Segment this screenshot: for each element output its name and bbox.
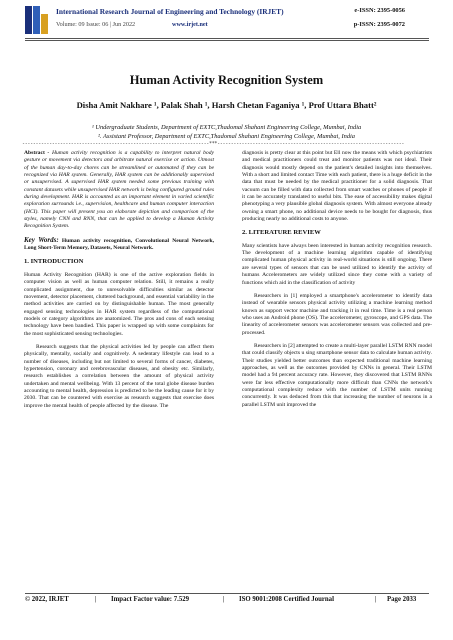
left-column [24, 150, 214, 416]
journal-url[interactable]: www.irjet.net [172, 21, 208, 28]
journal-meta [56, 21, 208, 28]
abstract-text: Human activity recognition is a capability to interpret natural body gesture or movement via detectors and arbitrate natural exercise or action. Utmost of the human day-to-day chores can be streamlined or automated if they can be recognized via HAR system. Generally, HAR system can be additionally supervised or unsupervised. A supervised HAR system needed some previous training with constant datasets while unsupervised HAR network is being configured ground rules during development. HAR is accounted as an important element in varied scientific exploration surrounds i.e., supervision, healthcare and human computer interaction (HCI). This paper will present you an elaborate depiction and comparison of the styles, namely CNN and RNN, that can be applied to develop a Human Activity Recognition System. [24, 150, 215, 230]
footer-separator: | [375, 596, 377, 603]
paragraph: Many scientists have always been interested in human activity recognition research. The development of a machine learning algorithm capable of identifying complicated human physical activity in real-world situations is still ongoing. There are several types of sensors that can be used utilized to identify the activity of humans Accelerometers are widely utilized since they come with a variety of functions which aid in the classification of activity [242, 242, 432, 286]
keywords-label: Key Words: [24, 235, 59, 244]
header-rule [25, 40, 429, 41]
paragraph: Research suggests that the physical activities led by people can affect them physically, mentally, socially and cognitively. A sedentary lifestyle can lead to a number of diseases, including but not limited to several forms of cancer, diabetes, hypertension, coronary and cerebrovascular diseases, and obesity etc. Similarly, research establishes a correlation between the amount of physical activity undertaken and mental wellbeing. With 13 percent of the total globe disease burden accounting to mental health, depression is predicted to be the leading cause for it by 2030. That can be countered with exercise as research suggests that exercise does improve the mental health of people affected by the disease. The [24, 343, 214, 409]
page-number: Page 2033 [387, 596, 417, 603]
paragraph: Researchers in [2] attempted to create a multi-layer parallel LSTM RNN model that could classify objects u sing smartphone sensor data to calculate human activity. Their studies yielded better outcomes than expected traditional machine learning approaches, as well as the outcomes provided by CNNs in general. Their LSTM model had a 94 percent accuracy rate. However, they discovered that LSTM RNNs were far less effective computationally more difficult than CNNs the network's computational complexity reduce with the number of LSTM units running concurrently. It was deduced from this that increasing the number of neurons in a parallel LSTM unit improved the [242, 342, 432, 408]
right-column [242, 150, 432, 415]
footer-separator: | [223, 596, 225, 603]
affiliation: ¹ Undergraduate Students, Department of EXTC,Thadomal Shahani Engineering College, Mumbai, India [91, 124, 362, 131]
author-list: Disha Amit Nakhare ¹, Palak Shah ¹, Harsh Chetan Faganiya ¹, Prof Uttara Bhatt² [76, 100, 377, 110]
irjet-logo-bar [33, 6, 40, 34]
abstract-label: Abstract - [24, 150, 50, 156]
irjet-logo [25, 6, 32, 34]
p-issn: p-ISSN: 2395-0072 [353, 21, 405, 28]
volume-issue: Volume: 09 Issue: 06 | Jun 2022 [56, 21, 136, 28]
section-heading: 2. LITERATURE REVIEW [242, 229, 321, 237]
e-issn: e-ISSN: 2395-0056 [354, 7, 405, 14]
paragraph: Researchers in [1] employed a smartphone's accelerometer to identify data instead of wearable sensors physical activity utilizing a machine learning method known as support vector machine and tracking it in real time. Time is a real person who uses an Android phone (OS). The accelerometer, gyroscope, and GPS data. The linearity of accelerometer sensors was accelerometer sensors was collected and pre-processed. [242, 292, 432, 336]
journal-title: International Research Journal of Engineering and Technology (IRJET) [56, 7, 284, 16]
paragraph: diagnosis is pretty clear at this point but Ell now the means with which psychiatrists and medical practitioners could treat and monitor patients was not ideal. Their diagnosis would mostly depend on the patient's detailed insights into themselves. With a short and limited contact Time with each patient, there is a huge deficit in the data that must be needed by the medical practitioner for a solid diagnosis. That vacuum can be filled with data collected from smart watches or phones of people if it can be accurately translated to useful bits. The ease of accessibility makes digital phenotyping a very plausible global diagnosis system. With almost everyone already owning a smart phone, no additional device needs to be bought for diagnosis, thus producing nearly no additional costs to anyone. [242, 150, 432, 223]
abstract [24, 150, 214, 231]
copyright: © 2022, IRJET [25, 596, 69, 603]
footer-rule [25, 593, 429, 594]
section-divider: ---------------------------------------------------------------------***--------------------------------------------------------------------- [22, 141, 405, 147]
header-rule [25, 38, 429, 39]
keywords-text: Human activity recognition, Convolutional Neural Network, Long Short-Term Memory, Datasets, Neural Network. [24, 237, 214, 252]
impact-factor: Impact Factor value: 7.529 [111, 596, 190, 603]
irjet-logo-bar [41, 14, 48, 34]
footer-separator: | [95, 596, 97, 603]
paper-title: Human Activity Recognition System [129, 73, 324, 87]
iso-certification: ISO 9001:2008 Certified Journal [239, 596, 334, 603]
keywords [24, 237, 214, 253]
affiliation: ². Assistant Professor, Department of EXTC,Thadomal Shahani Engineering College, Mumbai, India [97, 133, 355, 140]
paragraph: Human Activity Recognition (HAR) is one of the active exploration fields in computer vision as well as human computer relation. Still, it remains a really complicated assignment, due to unresolvable difficulties similar as detector movement, detector placement, cluttered background, and essential variability in the method activities are carried on by distinguishable human. The most generally engaged sensing technologies in HAR system regardless of the computational models or category algorithms are anatomized. The pros and cons of each sensing technology have been bandied. This paper is wrapped up with some complaints for the most sophisticated sensing technologies. [24, 271, 214, 337]
section-heading: 1. INTRODUCTION [24, 258, 84, 266]
